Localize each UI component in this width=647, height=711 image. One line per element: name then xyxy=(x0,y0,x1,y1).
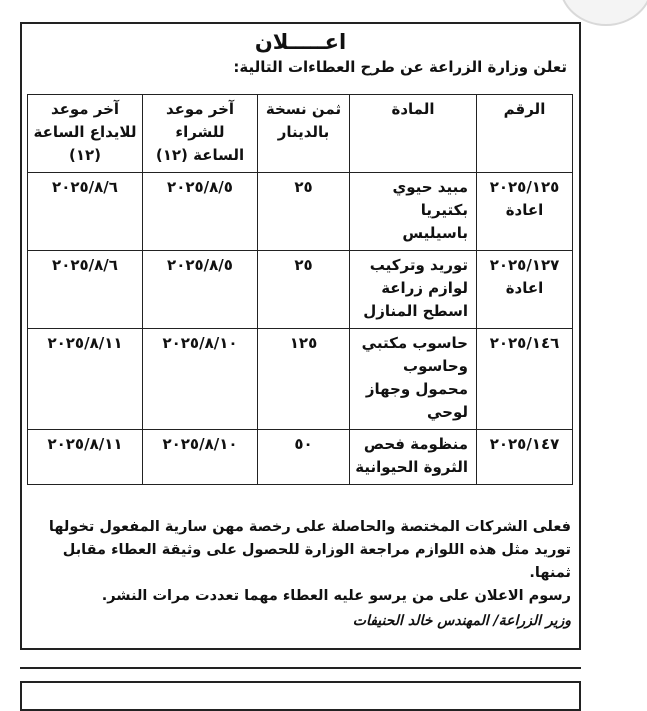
tender-number: ٢٠٢٥/١٢٥ xyxy=(489,178,560,196)
cell-number xyxy=(477,329,573,430)
footer-instructions: فعلى الشركات المختصة والحاصلة على رخصة مهن سارية المفعول تخولها توريد مثل هذه اللوازم مراجعة الوزارة للحصول على وثيقة العطاء مقابل ثمنها. xyxy=(48,519,571,581)
cell-material: منظومة فحص الثروة الحيوانية xyxy=(350,430,477,485)
footer-fees: رسوم الاعلان على من يرسو عليه العطاء مهما تعددت مرات النشر. xyxy=(101,588,571,604)
tender-number: ٢٠٢٥/١٤٧ xyxy=(489,435,560,453)
header-deposit-deadline: آخر موعد للايداع الساعة (١٢) xyxy=(28,95,143,173)
table-header-row xyxy=(28,95,573,173)
next-announcement-frame xyxy=(20,681,581,711)
tender-number-note: اعادة xyxy=(505,201,544,219)
cell-number xyxy=(477,173,573,251)
announcement-title: اعـــــلان xyxy=(254,30,347,54)
cell-material: توريد وتركيب لوازم زراعة اسطح المنازل xyxy=(350,251,477,329)
cell-number xyxy=(477,430,573,485)
cell-purchase-deadline: ٢٠٢٥/٨/٥ xyxy=(143,251,258,329)
tender-announcement xyxy=(20,22,581,650)
cell-deposit-deadline: ٢٠٢٥/٨/١١ xyxy=(28,329,143,430)
header-material: المادة xyxy=(350,95,477,173)
cell-purchase-deadline: ٢٠٢٥/٨/١٠ xyxy=(143,430,258,485)
divider xyxy=(20,667,581,669)
cell-price: ٢٥ xyxy=(258,173,350,251)
cell-price: ٥٠ xyxy=(258,430,350,485)
header-price: ثمن نسخة بالدينار xyxy=(258,95,350,173)
tenders-table xyxy=(27,94,573,485)
cell-number xyxy=(477,251,573,329)
cell-purchase-deadline: ٢٠٢٥/٨/١٠ xyxy=(143,329,258,430)
cell-deposit-deadline: ٢٠٢٥/٨/٦ xyxy=(28,173,143,251)
cell-purchase-deadline: ٢٠٢٥/٨/٥ xyxy=(143,173,258,251)
announcement-footer xyxy=(30,516,571,633)
cell-price: ١٢٥ xyxy=(258,329,350,430)
cell-deposit-deadline: ٢٠٢٥/٨/١١ xyxy=(28,430,143,485)
cell-deposit-deadline: ٢٠٢٥/٨/٦ xyxy=(28,251,143,329)
signature: وزير الزراعة/ المهندس خالد الحنيفات xyxy=(352,613,571,629)
tender-number-note: اعادة xyxy=(505,279,544,297)
table-row xyxy=(28,251,573,329)
header-number: الرقم xyxy=(477,95,573,173)
table-row xyxy=(28,329,573,430)
cell-material: حاسوب مكتبي وحاسوب محمول وجهاز لوحي xyxy=(350,329,477,430)
announcement-subtitle: تعلن وزارة الزراعة عن طرح العطاءات التالية: xyxy=(233,58,567,76)
table-row xyxy=(28,430,573,485)
tender-number: ٢٠٢٥/١٢٧ xyxy=(489,256,560,274)
tender-number: ٢٠٢٥/١٤٦ xyxy=(489,334,560,352)
cell-price: ٢٥ xyxy=(258,251,350,329)
table-row xyxy=(28,173,573,251)
cell-material: مبيد حيوي بكتيريا باسيليس xyxy=(350,173,477,251)
header-purchase-deadline: آخر موعد للشراء الساعة (١٢) xyxy=(143,95,258,173)
